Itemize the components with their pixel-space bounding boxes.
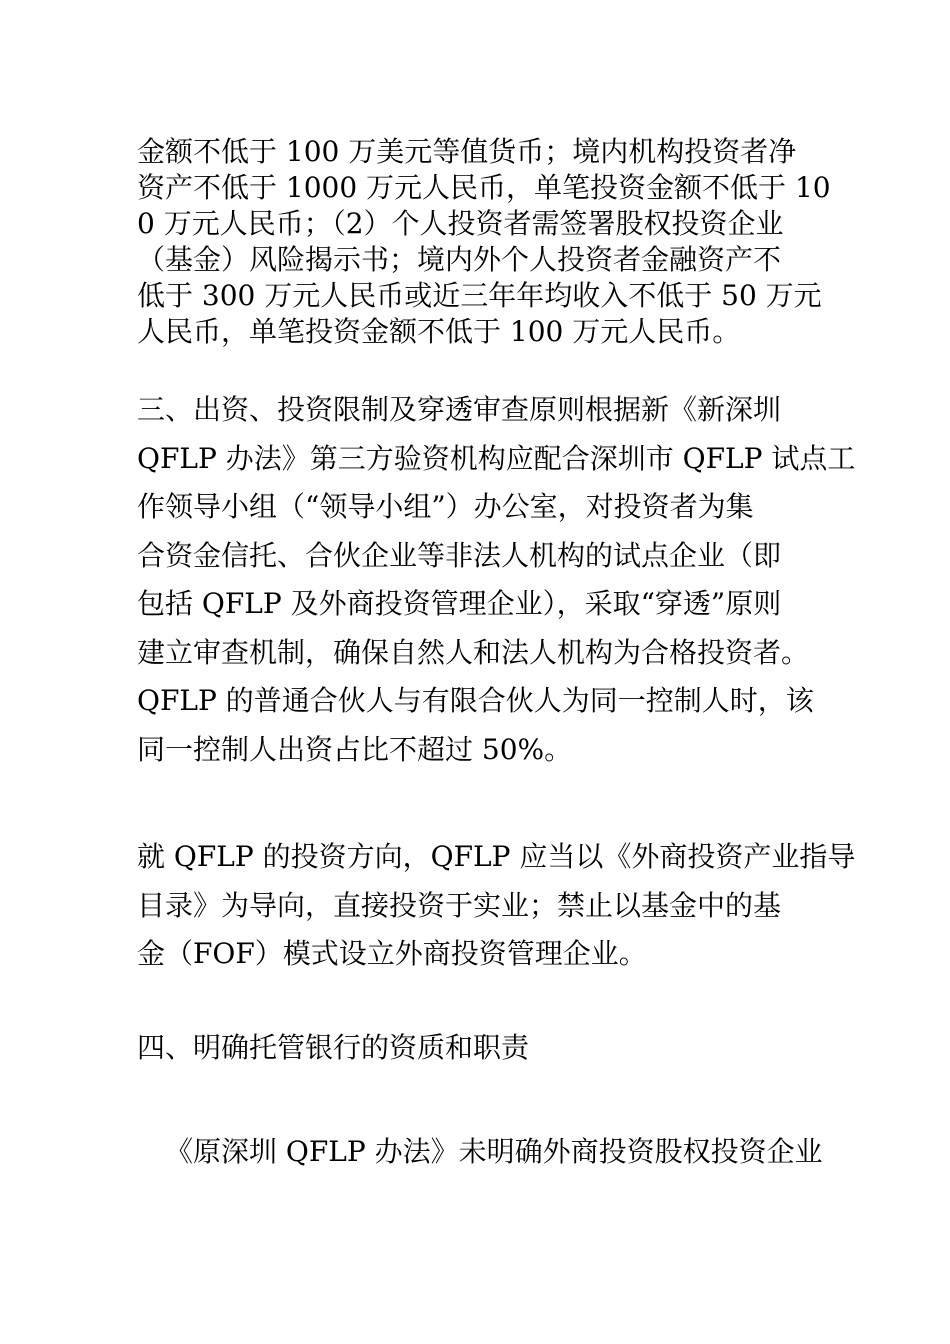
text-line: 建立审查机制，确保自然人和法人机构为合格投资者。	[137, 635, 810, 669]
paragraph-section-three	[137, 386, 856, 774]
paragraph-original-rules	[165, 1134, 855, 1170]
paragraph-investment-direction	[137, 833, 856, 979]
text-line: 金额不低于 100 万美元等值货币；境内机构投资者净	[137, 135, 797, 168]
text-line: 资产不低于 1000 万元人民币，单笔投资金额不低于 10	[137, 171, 831, 204]
text-line: 《原深圳 QFLP 办法》未明确外商投资股权投资企业	[165, 1135, 823, 1168]
text-line: 低于 300 万元人民币或近三年年均收入不低于 50 万元	[137, 279, 822, 312]
paragraph-investor-thresholds	[137, 134, 831, 350]
text-line: QFLP 办法》第三方验资机构应配合深圳市 QFLP 试点工	[137, 441, 856, 475]
text-line: 作领导小组（“领导小组”）办公室，对投资者为集	[137, 490, 754, 523]
text-line: 人民币，单笔投资金额不低于 100 万元人民币。	[137, 315, 741, 348]
text-line: QFLP 的普通合伙人与有限合伙人为同一控制人时，该	[137, 684, 814, 717]
text-line: （基金）风险揭示书；境内外个人投资者金融资产不	[137, 243, 782, 276]
text-line: 金（FOF）模式设立外商投资管理企业。	[137, 937, 647, 970]
text-line: 同一控制人出资占比不超过 50%。	[137, 732, 573, 766]
section-heading-four	[137, 1030, 827, 1066]
text-line: 目录》为导向，直接投资于实业；禁止以基金中的基	[137, 888, 782, 922]
text-line: 三、出资、投资限制及穿透审查原则根据新《新深圳	[137, 393, 782, 426]
text-line: 就 QFLP 的投资方向，QFLP 应当以《外商投资产业指导	[137, 840, 856, 873]
text-line: 合资金信托、合伙企业等非法人机构的试点企业（即	[137, 538, 782, 572]
text-line: 包括 QFLP 及外商投资管理企业），采取“穿透”原则	[137, 587, 782, 620]
heading-text: 四、明确托管银行的资质和职责	[137, 1031, 530, 1064]
text-line: 0 万元人民币；（2）个人投资者需签署股权投资企业	[137, 207, 784, 240]
